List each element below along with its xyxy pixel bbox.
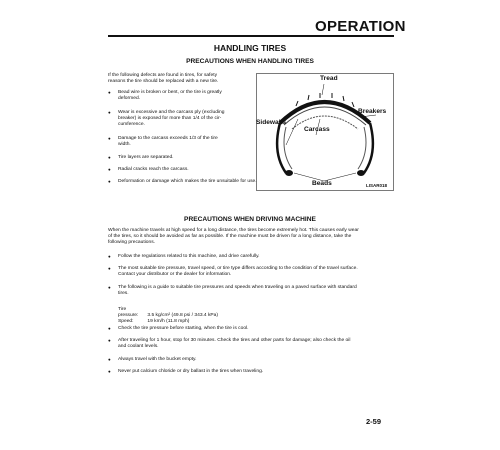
bullet-line: ● Tire layers are separated. — [118, 155, 174, 160]
bullet-line: ● Always travel with the bucket empty. — [118, 357, 197, 362]
driving-intro-line: of the tires, so it should be avoided as far as possible. If the machine must be driven for a long distance, take the — [108, 234, 352, 240]
bullet-line: ● Radial cracks reach the carcass. — [118, 167, 189, 172]
handling-bullet — [108, 90, 222, 102]
bullet-line: tires. — [118, 291, 129, 297]
driving-intro — [108, 228, 359, 247]
driving-bullet — [108, 338, 350, 350]
spec-pressure-label: Tire pressure: — [118, 307, 139, 319]
bullet-line: ● The most suitable tire pressure, travel speed, or tire type differs according to the condition of the travel surface. — [118, 266, 358, 271]
page-number: 2-59 — [366, 417, 382, 426]
bullet-line: ● The following is a guide to suitable tire pressures and speeds when traveling on a paved surface with standard — [118, 285, 357, 290]
bullet-line: ● Deformation or damage which makes the tire unsuitable for use. — [118, 179, 257, 184]
driving-intro-line: following precautions. — [108, 240, 156, 246]
handling-bullet — [108, 167, 189, 173]
tire-cross-section-figure — [256, 73, 394, 191]
spec-speed-value: 19 km/h (11.8 mph) — [147, 319, 190, 325]
bullet-line: breaker) is exposed for more than 1/4 of the cir- — [118, 116, 222, 122]
spec-row-pressure — [118, 307, 218, 319]
driving-bullet — [108, 357, 196, 363]
spec-speed-label: Speed: — [118, 319, 134, 325]
handling-bullet — [108, 155, 174, 161]
label-breakers: Breakers — [358, 108, 387, 115]
figure-code: LISAR018 — [366, 183, 388, 188]
bullet-line: cumference. — [118, 122, 145, 128]
spec-row-speed — [118, 319, 218, 325]
subsection-title-handling: PRECAUTIONS WHEN HANDLING TIRES — [186, 58, 314, 65]
spec-pressure-value: 3.5 kg/cm² (49.8 psi / 343.4 kPa) — [147, 313, 219, 319]
label-beads: Beads — [312, 180, 332, 187]
page-header-title: OPERATION — [315, 18, 406, 35]
driving-bullet — [108, 369, 263, 375]
bullet-line: and coolant levels. — [118, 344, 159, 350]
bullet-line: ● Damage to the carcass exceeds 1/3 of the tire — [118, 136, 218, 141]
bullet-line: width. — [118, 142, 131, 148]
handling-bullet — [108, 179, 257, 185]
driving-intro-line: When the machine travels at high speed for a long distance, the tires become extremely hot. This causes early wear — [108, 228, 359, 233]
bullet-line: ● Wear is excessive and the carcass ply (excluding — [118, 110, 225, 115]
handling-intro — [108, 73, 218, 85]
bullet-line: ● Check the tire pressure before starting, when the tire is cool. — [118, 326, 249, 331]
bullet-line: deformed. — [118, 96, 141, 102]
label-tread: Tread — [320, 75, 338, 82]
label-carcass: Carcass — [304, 126, 330, 133]
handling-bullet — [108, 136, 218, 148]
handling-bullet — [108, 110, 224, 129]
section-title-driving: PRECAUTIONS WHEN DRIVING MACHINE — [184, 216, 316, 223]
driving-bullet — [108, 254, 260, 260]
label-sidewalls: Sidewalls — [256, 119, 287, 126]
bullet-line: ● Never put calcium chloride or dry ballast in the tires when traveling. — [118, 369, 264, 374]
bullet-line: Contact your distributor or the dealer for information. — [118, 272, 232, 278]
header-rule — [108, 35, 394, 37]
tire-specs — [118, 307, 218, 326]
driving-bullet — [108, 266, 358, 278]
section-title-handling-tires: HANDLING TIRES — [213, 43, 287, 53]
handling-intro-line: If the following defects are found in tires, for safety — [108, 73, 218, 78]
driving-bullet — [108, 326, 248, 332]
bullet-line: ● After traveling for 1 hour, stop for 30 minutes. Check the tires and other parts for damage; also check the oil — [118, 338, 351, 343]
handling-intro-line: reasons the tire should be replaced with a new tire. — [108, 79, 219, 85]
bullet-line: ● Follow the regulations related to this machine, and drive carefully. — [118, 254, 260, 259]
driving-bullet — [108, 285, 357, 297]
bullet-line: ● Bead wire is broken or bent, or the tire is greatly — [118, 90, 222, 95]
